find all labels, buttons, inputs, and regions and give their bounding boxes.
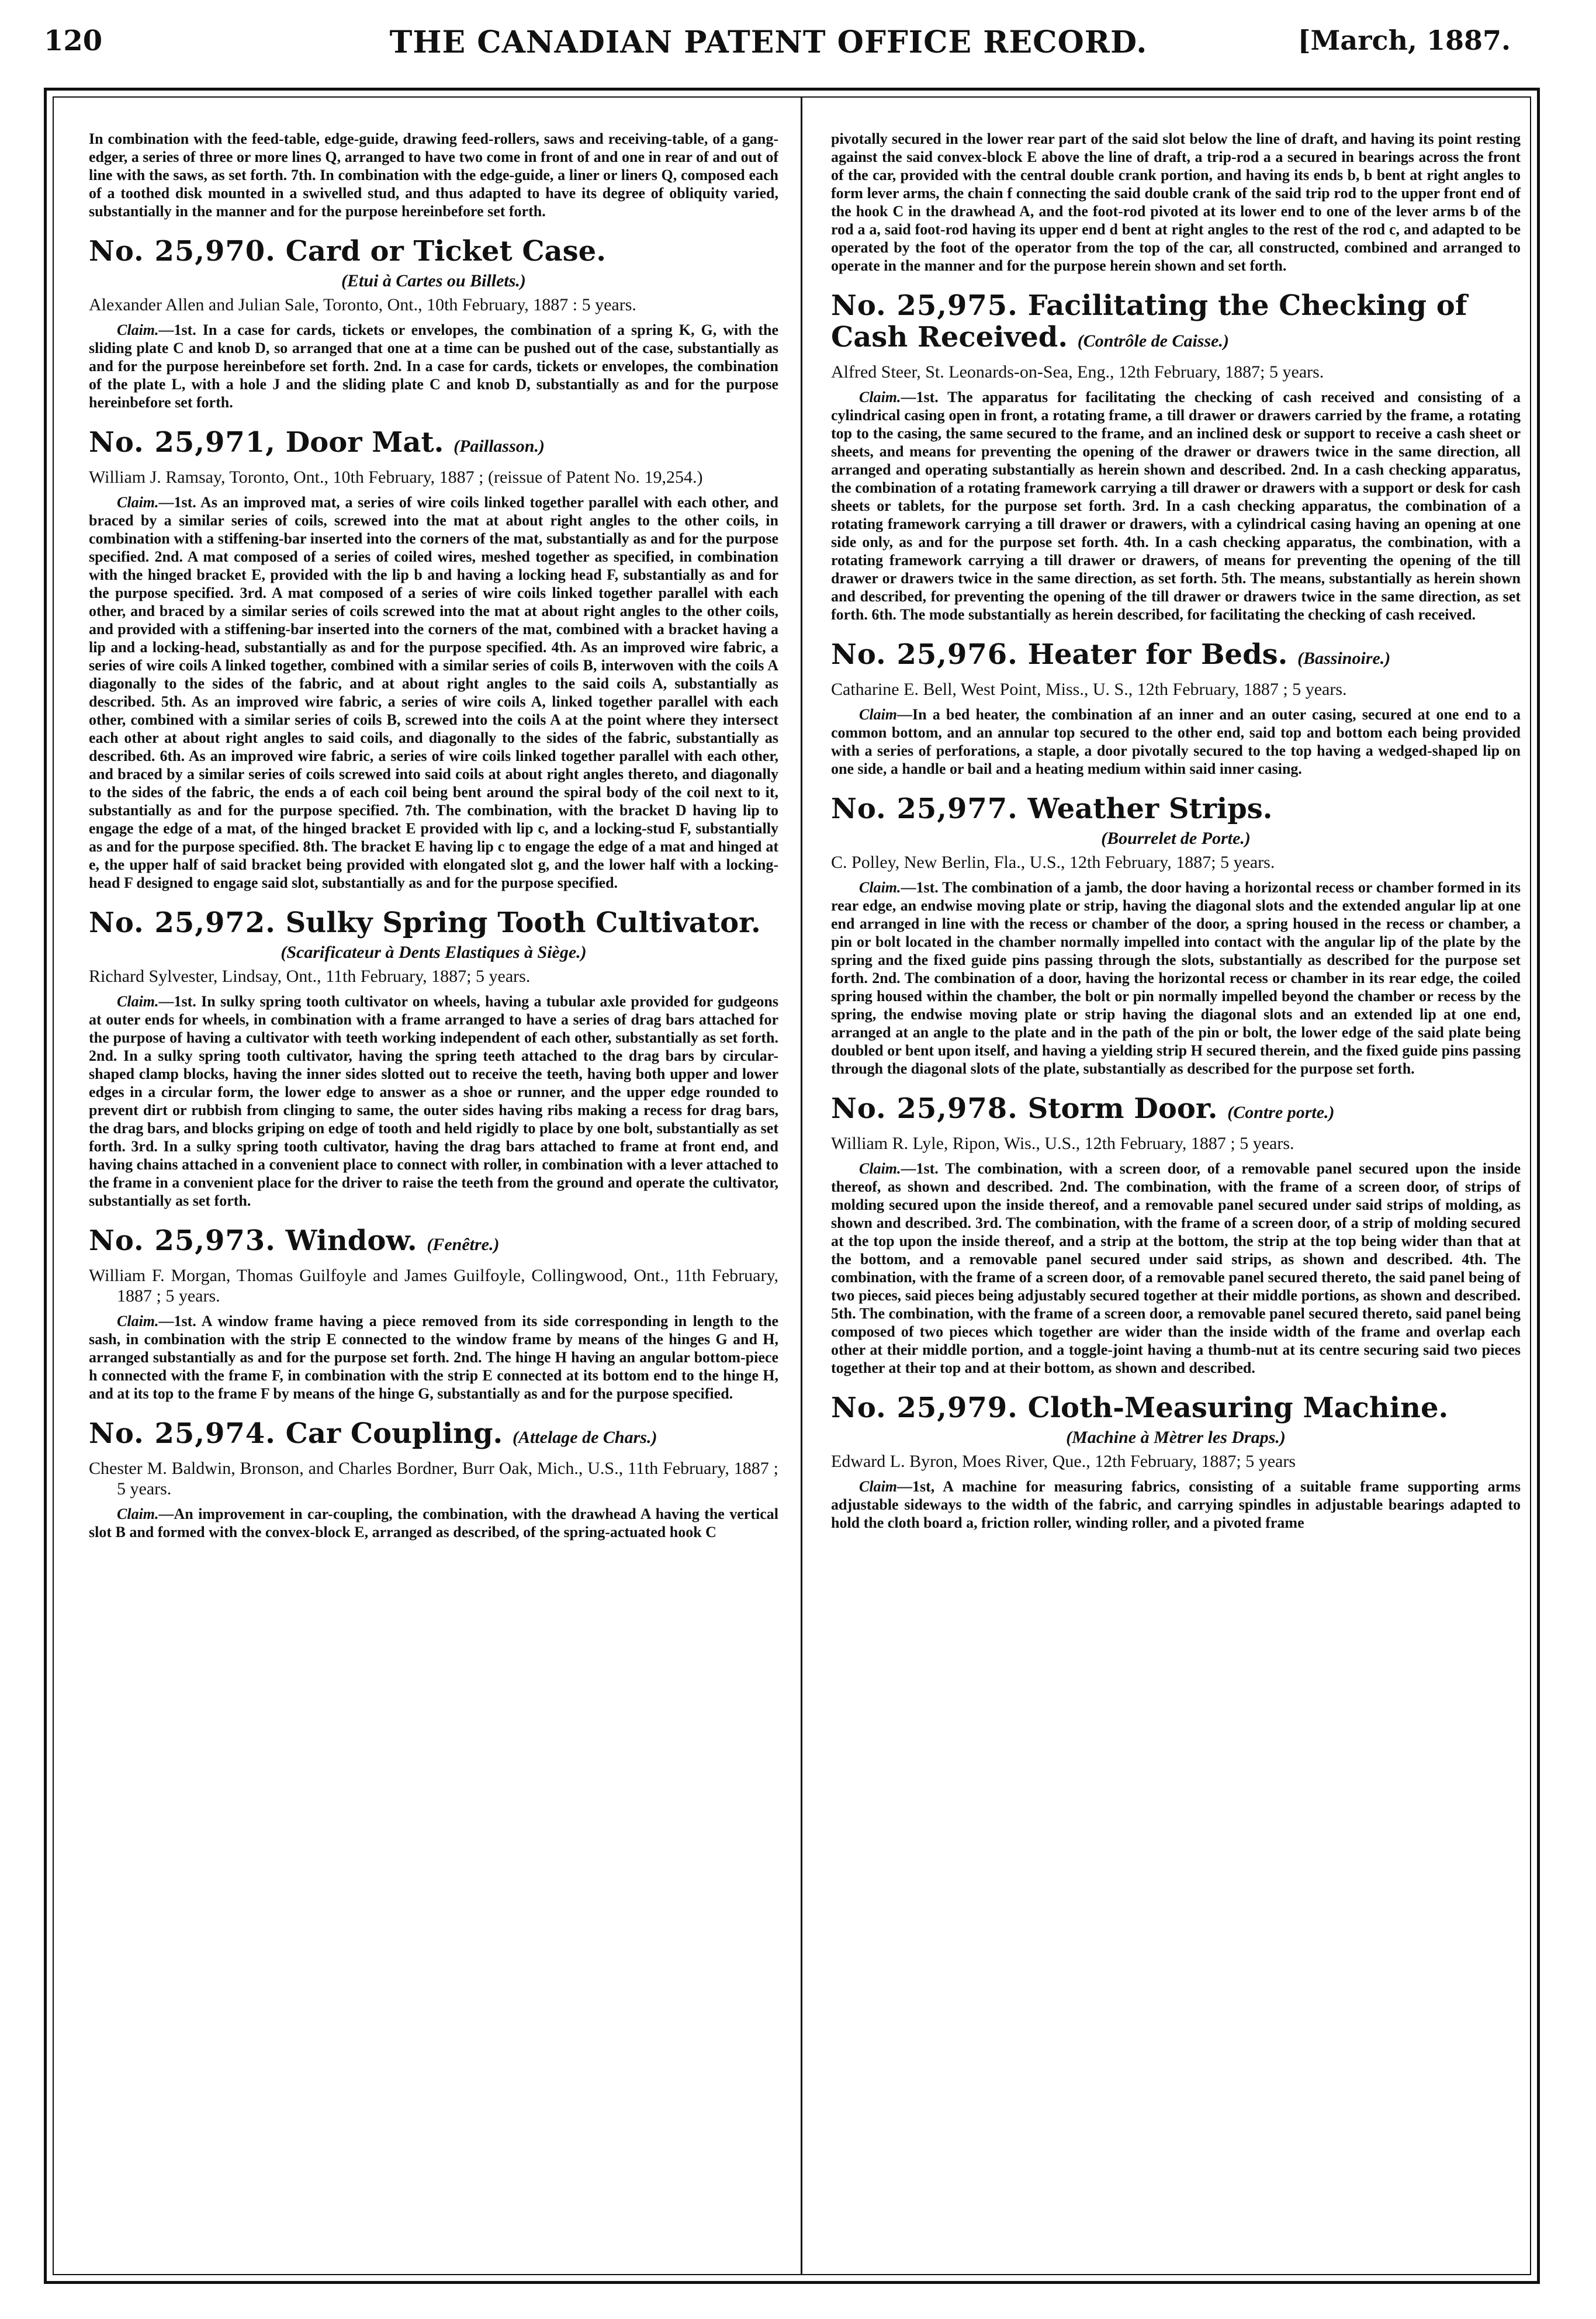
french-title: (Machine à Mètrer les Draps.) — [1066, 1428, 1286, 1447]
claim-label: Claim. — [117, 494, 159, 511]
patent-number: No. 25,975. — [831, 289, 1018, 322]
claim-text — [89, 321, 778, 411]
patent-entry — [89, 236, 778, 411]
patent-entry — [89, 1418, 778, 1541]
patent-title: Facilitating the Checking of Cash Received. — [831, 289, 1467, 354]
french-title: (Attelage de Chars.) — [512, 1428, 657, 1447]
inventor-line: C. Polley, New Berlin, Fla., U.S., 12th February, 1887; 5 years. — [831, 853, 1275, 872]
continuation-paragraph: In combination with the feed-table, edge-guide, drawing feed-rollers, saws and receiving-table, of a gang-edger, a series of three or more lines Q, arranged to have two come in front of and one in rear of and out of line with the saws, as set forth. 7th. In combination with the edge-guide, a liner or liners Q, composed each of a toothed disk mounted in a swivelled stud, and thus adapted to have its degree of obliquity varied, substantially in the manner and for the purpose hereinbefore set forth. — [89, 130, 778, 220]
claim-body: —1st. The combination of a jamb, the door having a horizontal recess or chamber formed in its rear edge, an endwise moving plate or strip, having the diagonal slots and the extended angular lip at one end arranged in line with the recess or chamber of the door, a spring housed in the recess or chamber, a pin or bolt located in the chamber normally impelled into contact with the angular lip of the plate by the spring and the fixed guide pins passing through the slots, substantially as described for the purpose set forth. 2nd. The combination of a door, having the horizontal recess or chamber in its rear edge, the coiled spring housed within the chamber, the bolt or pin normally impelled beyond the chamber or recess by the spring, the endwise moving plate or strip having the diagonal slots and an extended lip at one end, arranged at an angle to the plate and in the path of the pin or bolt, the lower edge of the said plate being doubled or bent upon itself, and having a yielding strip H secured therein, and the fixed guide pins passing through the diagonal slots of the plate, substantially as described for the purpose set forth. — [831, 879, 1521, 1077]
right-column — [831, 130, 1521, 2234]
claim-label: Claim. — [859, 1160, 901, 1177]
claim-text — [831, 705, 1521, 778]
patent-title: Weather Strips. — [1027, 792, 1273, 825]
inventor-line: Richard Sylvester, Lindsay, Ont., 11th February, 1887; 5 years. — [89, 967, 531, 986]
french-title: (Bassinoire.) — [1297, 649, 1391, 668]
entry-heading — [831, 1392, 1521, 1424]
french-title: (Scarificateur à Dents Elastiques à Siège.) — [281, 943, 587, 962]
continuation-paragraph: pivotally secured in the lower rear part of the said slot below the line of draft, and having its point resting against the said convex-block E above the line of draft, a trip-rod a a secured in bearings across the front of the car, provided with the central double crank portion, and having its ends b, b bent at right angles to form lever arms, the chain f connecting the said double crank of the said trip rod to the upper front end of the hook C in the drawhead A, and the foot-rod pivoted at its lower end to one of the lever arms b of the rod a a, said foot-rod having its upper end d bent at right angles to the rest of the rod c, and adapted to be operated by the foot of the operator from the top of the car, all constructed, combined and arranged to operate in the manner and for the purpose herein shown and set forth. — [831, 130, 1521, 274]
inventor-line: Alfred Steer, St. Leonards-on-Sea, Eng., 12th February, 1887; 5 years. — [831, 362, 1324, 382]
entry-heading — [831, 793, 1521, 825]
entry-heading — [89, 1225, 778, 1261]
patent-number: No. 25,979. — [831, 1392, 1018, 1424]
claim-text — [89, 1312, 778, 1403]
column-divider — [801, 98, 802, 2274]
claim-label: Claim. — [117, 321, 159, 338]
page-number: 120 — [44, 25, 103, 57]
patent-entry — [831, 639, 1521, 778]
claim-label: Claim. — [859, 389, 901, 406]
patent-entry — [831, 793, 1521, 1078]
inventor-line: Catharine E. Bell, West Point, Miss., U. S., 12th February, 1887 ; 5 years. — [831, 680, 1347, 699]
entry-heading — [831, 290, 1521, 357]
patent-title: Cloth-Measuring Machine. — [1027, 1392, 1449, 1424]
journal-title: THE CANADIAN PATENT OFFICE RECORD. — [389, 25, 1148, 60]
issue-date: [March, 1887. — [1297, 25, 1511, 56]
claim-body: —1st. In sulky spring tooth cultivator on wheels, having a tubular axle provided for gudgeons at outer ends for wheels, in combination with a frame arranged to have a series of drag bars attached for the purpose of having a cultivator with teeth working independent of each other, substantially as set forth. 2nd. In a sulky spring tooth cultivator, having the spring teeth attached to the drag bars by circular-shaped clamp blocks, having the inner sides slotted out to receive the teeth, having both upper and lower edges in a circular form, the lower edge to answer as a shoe or runner, and the upper edge rounded to prevent dirt or rubbish from clinging to same, the outer sides having ribs making a recess for drag bars, the drag bars, and blocks griping on edge of tooth and held rigidly to place by one bolt, substantially as set forth. 3rd. In a sulky spring tooth cultivator, having the drag bars attached to frame at front end, and having chains attached in a convenient place to connect with roller, in combination with a lever attached to the frame in a convenient place for the driver to raise the teeth from the ground and operate the cultivator, substantially as set forth. — [89, 993, 778, 1209]
claim-body: —1st, A machine for measuring fabrics, consisting of a suitable frame supporting arms adjustable sideways to the width of the fabric, and carrying spindles in adjustable bearings adapted to hold the cloth board a, friction roller, winding roller, and a pivoted frame — [831, 1478, 1521, 1531]
patent-title: Car Coupling. — [285, 1417, 503, 1450]
left-column — [89, 130, 778, 2234]
french-title: (Contre porte.) — [1227, 1103, 1335, 1122]
patent-number: No. 25,972. — [89, 906, 276, 939]
claim-body: —1st. In a case for cards, tickets or envelopes, the combination of a spring K, G, with the sliding plate C and knob D, so arranged that one at a time can be pushed out of the case, substantially as and for the purpose hereinbefore set forth. 2nd. In a case for cards, tickets or envelopes, the combination of the plate L, with a hole J and the sliding plate C and knob D, substantially as and for the purpose hereinbefore set forth. — [89, 321, 778, 411]
claim-label: Claim — [859, 1478, 898, 1495]
patent-entry — [89, 427, 778, 892]
patent-number: No. 25,974. — [89, 1417, 276, 1450]
patent-title: Door Mat. — [285, 426, 444, 459]
patent-title: Window. — [285, 1224, 417, 1257]
patent-number: No. 25,970. — [89, 235, 276, 268]
patent-title: Heater for Beds. — [1027, 638, 1288, 671]
entry-heading — [89, 236, 778, 267]
patent-number: No. 25,973. — [89, 1224, 276, 1257]
entry-heading — [89, 427, 778, 462]
running-head — [44, 25, 1511, 65]
page-frame — [44, 88, 1540, 2284]
claim-body: —In a bed heater, the combination af an inner and an outer casing, secured at one end to a common bottom, and an annular top secured to the other end, said top and bottom each being provided with a series of perforations, a staple, a door pivotally secured to the top having a wedged-shaped lip on one side, a handle or bail and a heating medium within said inner casing. — [831, 706, 1521, 777]
claim-body: —An improvement in car-coupling, the combination, with the drawhead A having the vertical slot B and formed with the convex-block E, arranged as described, of the spring-actuated hook C — [89, 1505, 778, 1541]
claim-label: Claim. — [117, 1313, 159, 1330]
inventor-line: William R. Lyle, Ripon, Wis., U.S., 12th February, 1887 ; 5 years. — [831, 1134, 1294, 1153]
claim-label: Claim. — [117, 993, 159, 1010]
claim-body: —1st. As an improved mat, a series of wire coils linked together parallel with each other, and braced by a similar series of coils, screwed into the mat at about right angles to the other coils, in combination with a stiffening-bar inserted into the corners of the mat, substantially as and for the purpose specified. 2nd. A mat composed of a series of coiled wires, meshed together as specified, in combination with the hinged bracket E, provided with the lip b and having a locking head F, substantially as and for the purpose specified. 3rd. A mat composed of a series of wire coils linked together parallel with each other, and braced by a similar series of coils screwed into the mat at about right angles to the other coils, and provided with a stiffening-bar inserted into the corners of the mat, combined with a bracket having a lip and a locking-head, substantially as and for the purpose specified. 4th. As an improved wire fabric, a series of wire coils A linked together, combined with a similar series of coils B, interwoven with the coils A diagonally to the sides of the fabric, and at about right angles to the said coils A, substantially as described. 5th. As an improved wire fabric, a series of wire coils A, linked together parallel with each other, combined with a similar series of coils B, screwed into the coils A at the point where they intersect each other at about right angles to said coils, and diagonally to the sides of the fabric, substantially as described. 6th. As an improved wire fabric, a series of wire coils linked together parallel with each other, and braced by a similar series of coils screwed into said coils at about right angles thereto, and diagonally to the sides of the fabric, the ends a of each coil being bent around the spiral body of the coil next to it, substantially as and for the purpose specified. 7th. The combination, with the bracket D having lip to engage the edge of a mat, of the hinged bracket E provided with lip c, and a locking-stud F, substantially as and for the purpose specified. 8th. The bracket E having lip c to engage the edge of a mat and hinged at e, the upper half of said bracket being provided with elongated slot g, and the lower half with a locking-head F designed to engage said slot, substantially as and for the purpose specified. — [89, 494, 778, 891]
claim-text — [89, 1505, 778, 1541]
french-title: (Paillasson.) — [453, 437, 545, 456]
inventor-line: Chester M. Baldwin, Bronson, and Charles Bordner, Burr Oak, Mich., U.S., 11th February, 1887 ; 5 years. — [89, 1459, 778, 1498]
french-title: (Contrôle de Caisse.) — [1077, 331, 1229, 351]
claim-text — [89, 493, 778, 892]
patent-number: No. 25,976. — [831, 638, 1018, 671]
patent-entry — [831, 290, 1521, 624]
entry-heading — [89, 1418, 778, 1453]
patent-number: No. 25,978. — [831, 1092, 1018, 1125]
claim-body: —1st. The combination, with a screen door, of a removable panel secured upon the inside thereof, as shown and described. 2nd. The combination, with the frame of a screen door, of strips of molding secured upon the inside thereof, and a removable panel secured under said strips of molding, as shown and described. 3rd. The combination, with the frame of a screen door, of a strip of molding secured at the top upon the inside thereof, and a strip at the bottom, the strip at the top being wider than that at the bottom, and a removable panel secured under said strips, as shown and described. 4th. The combination, with the frame of a screen door, of a removable panel secured thereto, the said panel being of two pieces, said pieces being adjustably secured together at their middle portions, as shown and described. 5th. The combination, with the frame of a screen door, a removable panel secured thereto, said panel being composed of two pieces which together are wider than the inside width of the frame and overlap each other at their middle portion, and a toggle-joint having a thumb-nut at its centre securing said two pieces together at their top and at their bottom, as shown and described. — [831, 1160, 1521, 1376]
french-title: (Fenêtre.) — [427, 1235, 500, 1254]
patent-entry — [89, 1225, 778, 1403]
entry-heading — [831, 639, 1521, 674]
patent-entry — [89, 907, 778, 1210]
inventor-line: Alexander Allen and Julian Sale, Toronto, Ont., 10th February, 1887 : 5 years. — [89, 295, 636, 314]
patent-title: Storm Door. — [1027, 1092, 1218, 1125]
entry-heading — [89, 907, 778, 939]
claim-text — [831, 878, 1521, 1078]
claim-label: Claim — [859, 706, 898, 723]
patent-title: Sulky Spring Tooth Cultivator. — [285, 906, 761, 939]
french-title: (Bourrelet de Porte.) — [1101, 829, 1251, 848]
inventor-line: Edward L. Byron, Moes River, Que., 12th February, 1887; 5 years — [831, 1452, 1296, 1471]
entry-heading — [831, 1093, 1521, 1129]
claim-body: —1st. A window frame having a piece removed from its side corresponding in length to the sash, in combination with the strip E connected to the window frame by means of the hinges G and H, arranged substantially as and for the purpose set forth. 2nd. The hinge H having an angular bottom-piece h connected with the frame F, in combination with the strip E connected at its bottom end to the hinge H, and at its top to the frame F by means of the hinge G, substantially as and for the purpose specified. — [89, 1313, 778, 1402]
claim-label: Claim. — [117, 1505, 159, 1522]
claim-label: Claim. — [859, 879, 901, 896]
patent-entry — [831, 1093, 1521, 1377]
claim-text — [89, 992, 778, 1210]
claim-text — [831, 1160, 1521, 1377]
claim-body: —1st. The apparatus for facilitating the checking of cash received and consisting of a cylindrical casing open in front, a rotating frame, a till drawer or drawers carried by the frame, a rotating top to the casing, the same secured to the frame, and an inclined desk or support to receive a cash sheet or sheets, and means for preventing the opening of the drawer or drawers twice in the same direction, all arranged and operating substantially as herein shown and described. 2nd. In a cash checking apparatus, the combination of a rotating framework carrying a till drawer or drawers with a support or desk for cash sheets or tablets, for the purpose set forth. 3rd. In a cash checking apparatus, the combination of a rotating framework carrying a till drawer or drawers, with a cylindrical casing having an opening at one side only, as and for the purpose set forth. 4th. In a cash checking apparatus, the combination, with a rotating framework carrying a till drawer or drawers, of means for preventing the opening of the till drawer or drawers twice in the same direction, as set forth. 5th. The means, substantially as herein shown and described, for preventing the opening of the till drawer or drawers twice in the same direction, as set forth. 6th. The mode substantially as herein described, for facilitating the checking of cash received. — [831, 389, 1521, 623]
claim-text — [831, 1477, 1521, 1532]
claim-text — [831, 388, 1521, 624]
page-frame-inner — [53, 96, 1531, 2275]
french-title: (Etui à Cartes ou Billets.) — [341, 271, 526, 290]
patent-entry — [831, 1392, 1521, 1532]
inventor-line: William F. Morgan, Thomas Guilfoyle and James Guilfoyle, Collingwood, Ont., 11th February, 1887 ; 5 years. — [89, 1266, 778, 1306]
patent-title: Card or Ticket Case. — [285, 235, 606, 268]
patent-number: No. 25,977. — [831, 792, 1018, 825]
inventor-line: William J. Ramsay, Toronto, Ont., 10th February, 1887 ; (reissue of Patent No. 19,254.) — [89, 468, 703, 487]
patent-number: No. 25,971, — [89, 426, 276, 459]
